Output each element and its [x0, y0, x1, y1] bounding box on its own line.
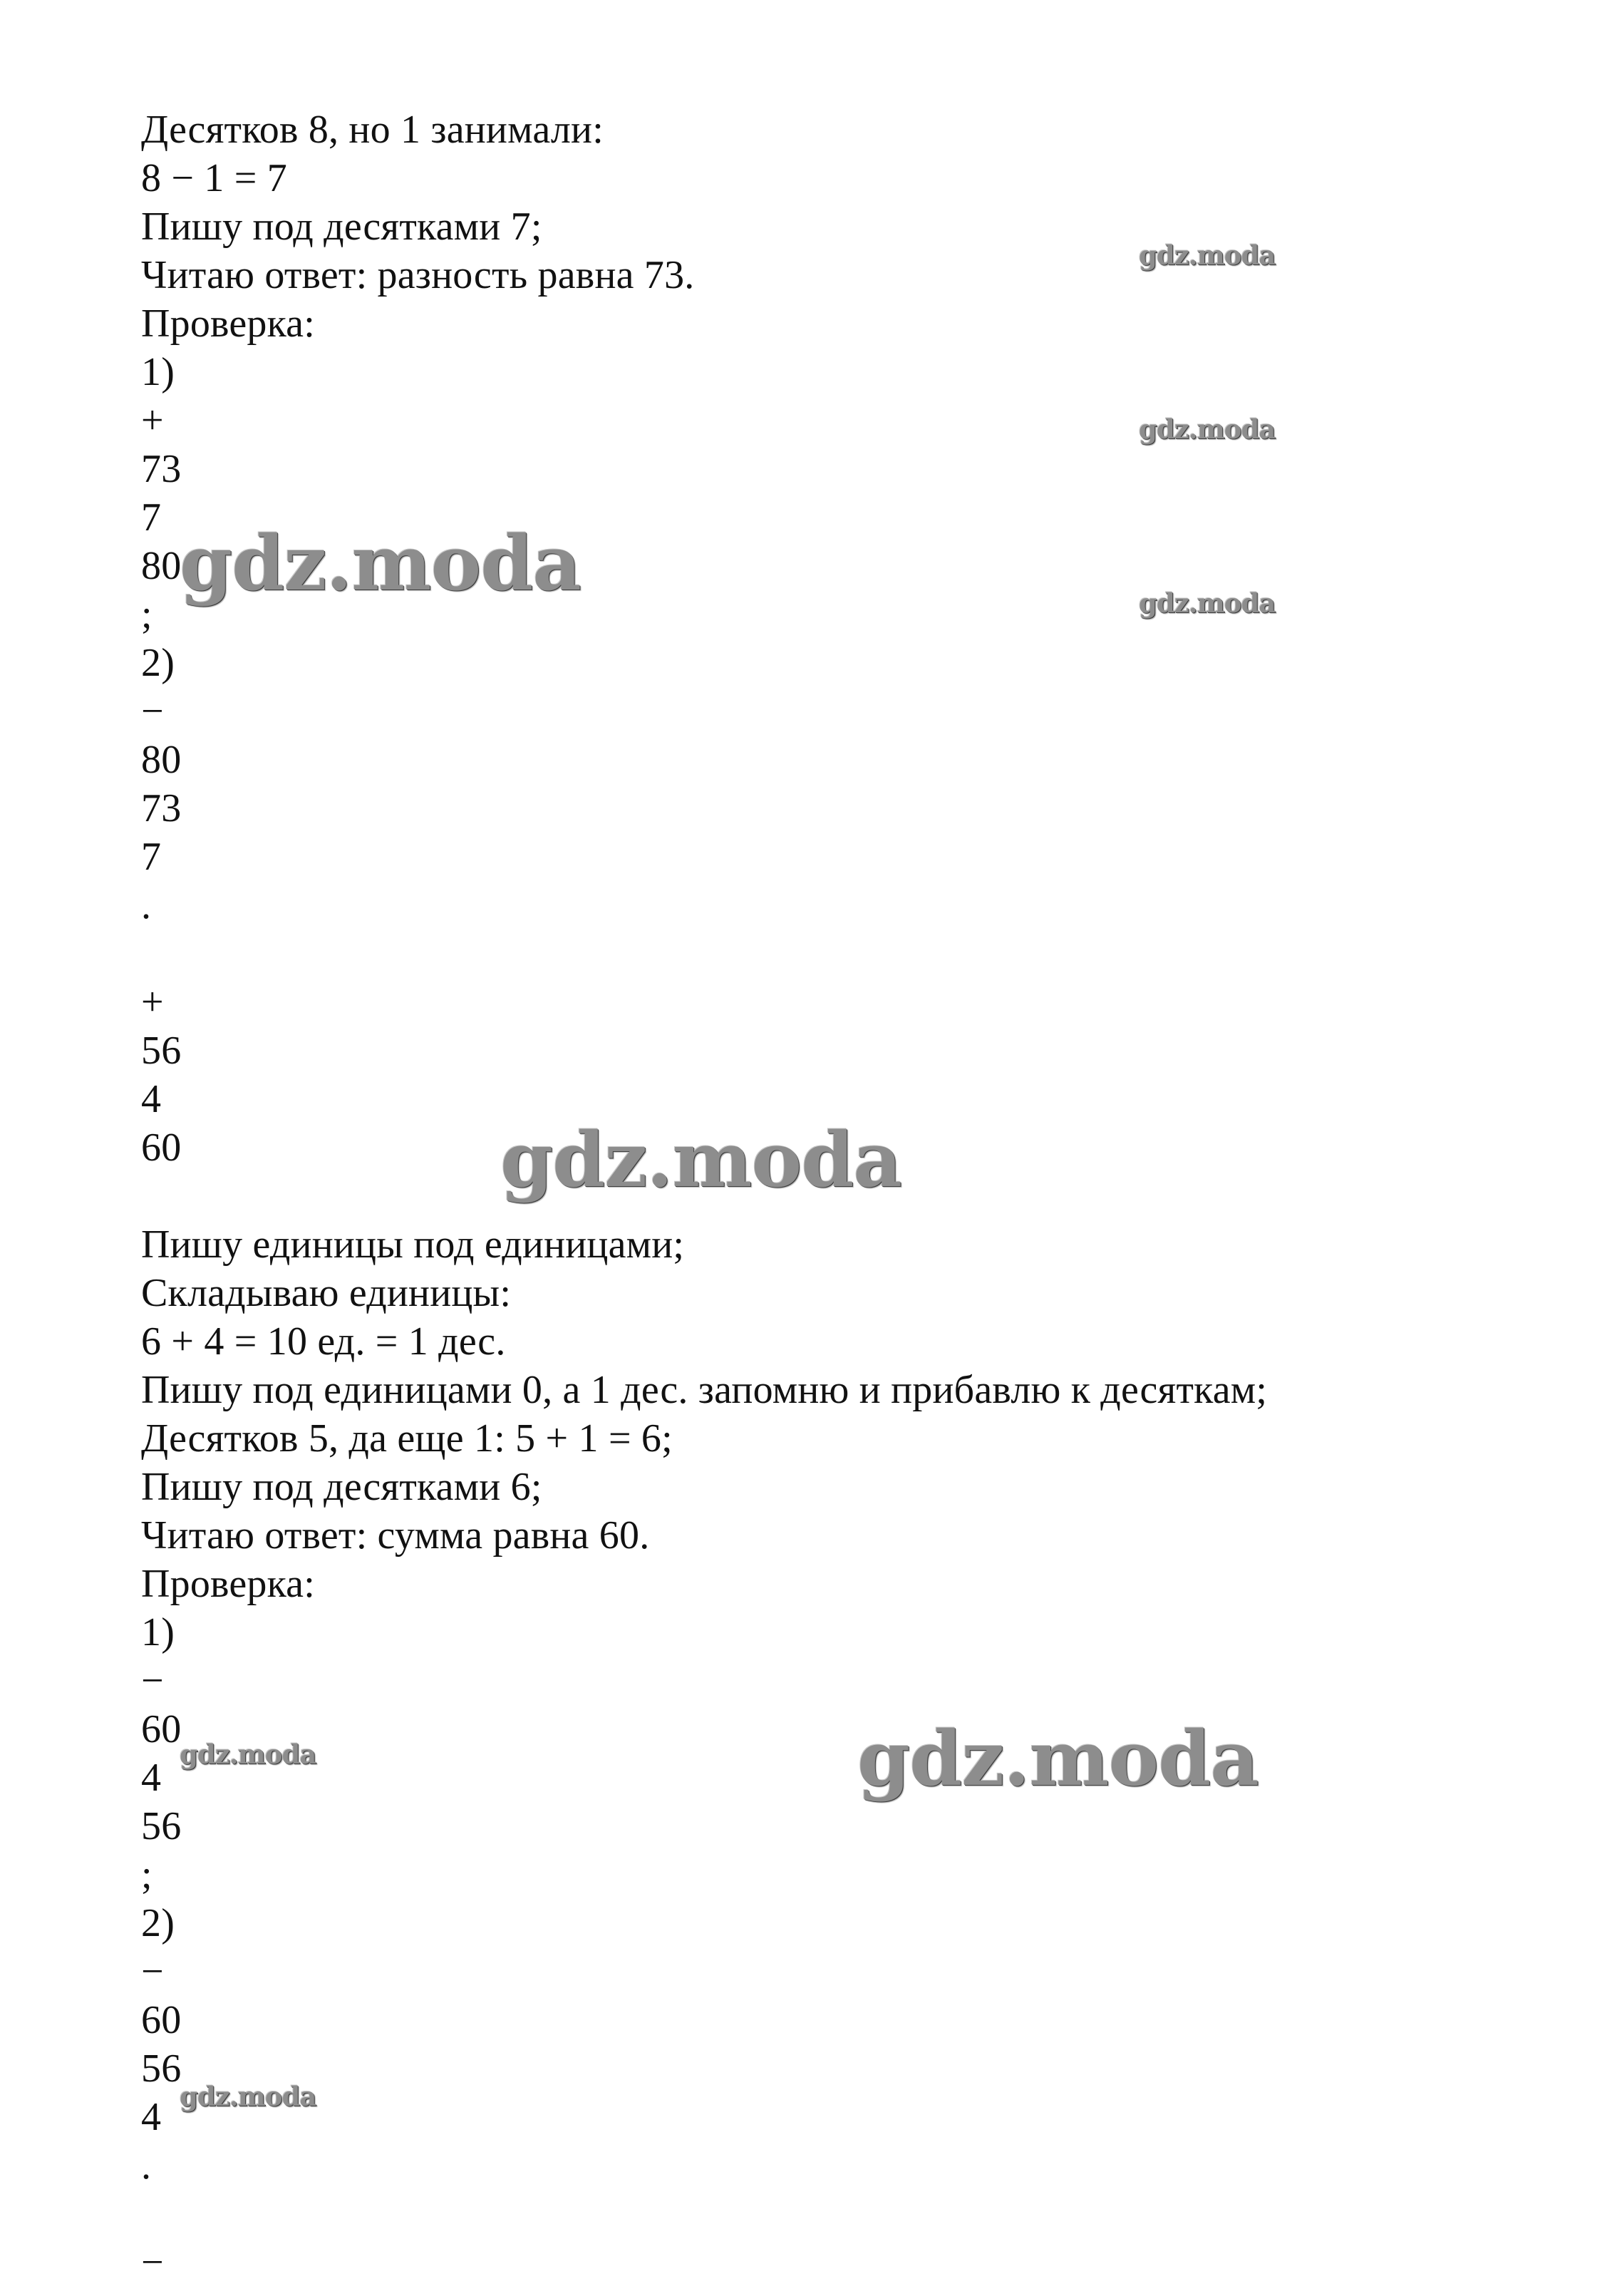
- text-line: +: [141, 398, 164, 443]
- text-line: −: [141, 2240, 164, 2285]
- text-line: 1): [141, 350, 175, 394]
- text-line: Пишу под десятками 6;: [141, 1465, 542, 1509]
- text-line: 73: [141, 786, 182, 830]
- text-line: .: [141, 2143, 152, 2188]
- text-line: .: [141, 883, 152, 927]
- watermark: gdz.moda: [1139, 587, 1276, 619]
- text-line: Читаю ответ: сумма равна 60.: [141, 1513, 650, 1558]
- text-line: −: [141, 1950, 164, 1994]
- text-line: ;: [141, 1853, 153, 1897]
- text-line: −: [141, 689, 164, 733]
- text-line: 7: [141, 495, 162, 540]
- text-line: 7: [141, 835, 162, 879]
- text-line: 2): [141, 1901, 175, 1945]
- text-line: 4: [141, 1756, 162, 1800]
- text-line: 60: [141, 1998, 182, 2042]
- text-line: Пишу единицы под единицами;: [141, 1222, 685, 1267]
- text-line: 56: [141, 1029, 182, 1073]
- text-line: 4: [141, 1077, 162, 1121]
- text-line: Читаю ответ: разность равна 73.: [141, 253, 695, 297]
- text-line: 56: [141, 1804, 182, 1848]
- text-line: 60: [141, 1707, 182, 1751]
- text-line: 60: [141, 1126, 182, 1170]
- text-line: 1): [141, 1610, 175, 1654]
- text-line: 6 + 4 = 10 ед. = 1 дес.: [141, 1319, 506, 1364]
- text-line: Проверка:: [141, 302, 315, 346]
- text-line: Проверка:: [141, 1562, 315, 1606]
- text-line: Пишу под единицами 0, а 1 дес. запомню и прибавлю к десяткам;: [141, 1368, 1268, 1412]
- text-line: Пишу под десятками 7;: [141, 205, 542, 249]
- text-line: 80: [141, 738, 182, 782]
- text-line: 80: [141, 544, 182, 588]
- text-line: 4: [141, 2095, 162, 2139]
- watermark: gdz.moda: [180, 1739, 316, 1770]
- text-line: 8 − 1 = 7: [141, 156, 287, 200]
- text-line: ;: [141, 592, 153, 637]
- watermark: gdz.moda: [1139, 413, 1276, 445]
- text-line: Десятков 5, да еще 1: 5 + 1 = 6;: [141, 1416, 673, 1461]
- watermark: gdz.moda: [180, 2081, 316, 2112]
- watermark: gdz.moda: [1139, 240, 1276, 271]
- text-line: +: [141, 980, 164, 1024]
- text-line: 56: [141, 2047, 182, 2091]
- text-line: Складываю единицы:: [141, 1271, 512, 1315]
- watermark: gdz.moda: [857, 1714, 1259, 1803]
- watermark: gdz.moda: [180, 518, 581, 607]
- text-line: Десятков 8, но 1 занимали:: [141, 108, 604, 152]
- text-line: 2): [141, 641, 175, 685]
- text-line: −: [141, 1659, 164, 1703]
- text-line: 73: [141, 447, 182, 491]
- watermark: gdz.moda: [500, 1115, 901, 1204]
